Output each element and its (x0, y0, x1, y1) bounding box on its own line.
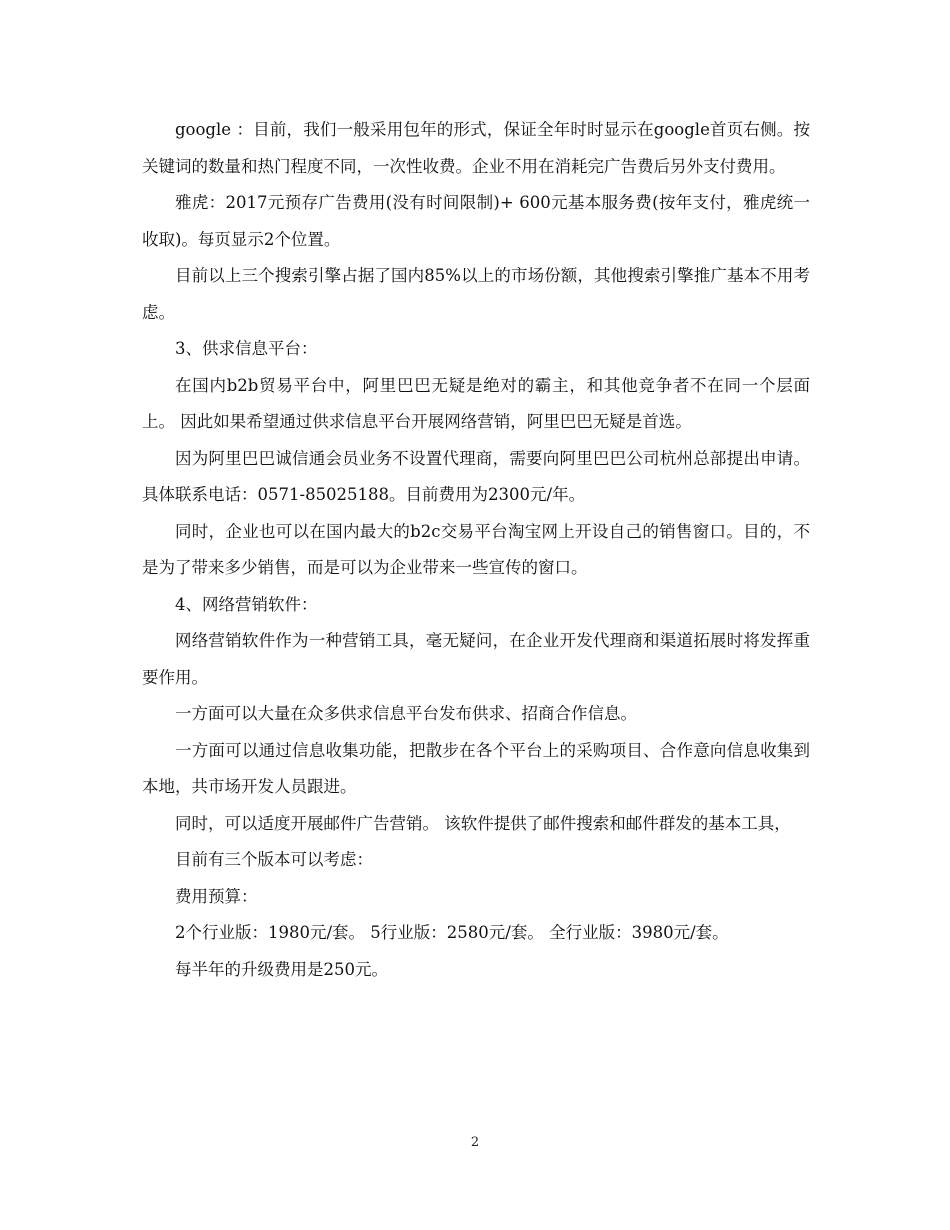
paragraph-email-marketing: 同时，可以适度开展邮件广告营销。 该软件提供了邮件搜索和邮件群发的基本工具， (175, 813, 791, 833)
paragraph-prices: 2个行业版：1980元/套。 5行业版：2580元/套。 全行业版：3980元/套。 (175, 923, 729, 942)
paragraph-yahoo: 雅虎：2017元预存广告费用(没有时间限制)+ 600元基本服务费(按年支付，雅虎统一收取)。每页显示2个位置。 (142, 193, 810, 249)
paragraph-market-share: 目前以上三个搜索引擎占据了国内85%以上的市场份额，其他搜索引擎推广基本不用考虑。 (142, 266, 810, 322)
paragraph-collect-info: 一方面可以通过信息收集功能，把散步在各个平台上的采购项目、合作意向信息收集到本地，共市场开发人员跟进。 (142, 740, 810, 796)
paragraph-google: google ：目前，我们一般采用包年的形式，保证全年时时显示在google首页右侧。按关键词的数量和热门程度不同，一次性收费。企业不用在消耗完广告费后另外支付费用。 (142, 120, 810, 176)
document-body (142, 112, 810, 988)
section-heading-supply-platform: 3、供求信息平台： (175, 339, 318, 358)
section-heading-marketing-software: 4、网络营销软件： (175, 594, 318, 614)
page-number: 2 (470, 1135, 480, 1150)
paragraph-versions: 目前有三个版本可以考虑： (175, 850, 373, 869)
paragraph-publish-info: 一方面可以大量在众多供求信息平台发布供求、招商合作信息。 (175, 704, 637, 723)
paragraph-software-intro: 网络营销软件作为一种营销工具，毫无疑问，在企业开发代理商和渠道拓展时将发挥重要作用。 (142, 631, 810, 687)
paragraph-alibaba-contact: 因为阿里巴巴诚信通会员业务不设置代理商，需要向阿里巴巴公司杭州总部提出申请。具体联系电话：0571-85025188。目前费用为2300元/年。 (142, 448, 810, 504)
paragraph-alibaba: 在国内b2b贸易平台中，阿里巴巴无疑是绝对的霸主，和其他竞争者不在同一个层面上。 因此如果希望通过供求信息平台开展网络营销，阿里巴巴无疑是首选。 (142, 375, 810, 431)
paragraph-upgrade-fee: 每半年的升级费用是250元。 (175, 959, 388, 979)
paragraph-budget-heading: 费用预算： (175, 886, 258, 906)
paragraph-taobao: 同时，企业也可以在国内最大的b2c交易平台淘宝网上开设自己的销售窗口。目的，不是为了带来多少销售，而是可以为企业带来一些宣传的窗口。 (142, 521, 810, 577)
